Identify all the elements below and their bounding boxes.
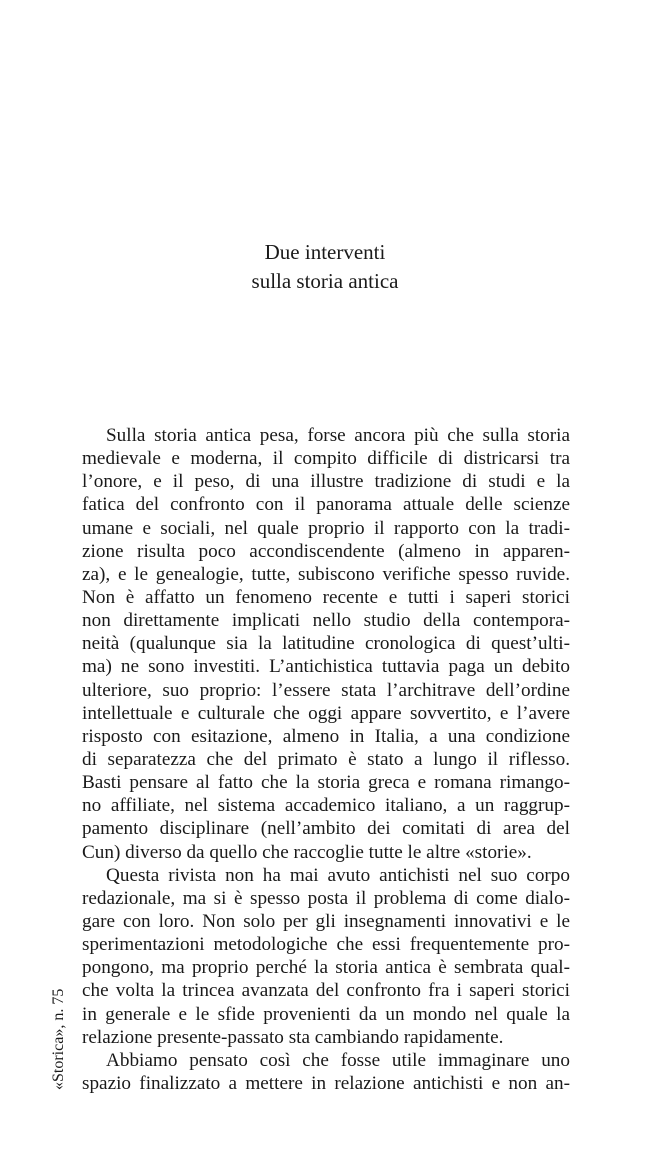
text-line: za), e le genealogie, tutte, subiscono verifiche spesso ruvide. [82, 563, 570, 585]
article-title [0, 238, 650, 296]
text-line: l’onore, e il peso, di una illustre tradizione di studi e la [82, 471, 570, 493]
text-line: intellettuale e culturale che oggi appare sovvertito, e l’avere [82, 702, 570, 724]
text-line: pamento disciplinare (nell’ambito dei comitati di area del [82, 818, 570, 840]
text-line: non direttamente implicati nello studio della contempora- [82, 610, 570, 632]
text-line: ma) ne sono investiti. L’antichistica tuttavia paga un debito [82, 656, 570, 678]
text-line: pongono, ma proprio perché la storia antica è sembrata qual- [82, 957, 570, 979]
text-line: Abbiamo pensato così che fosse utile immaginare uno [106, 1049, 570, 1071]
text-line: spazio finalizzato a mettere in relazione antichisti e non an- [82, 1072, 570, 1094]
title-line-2: sulla storia antica [251, 269, 399, 293]
text-line: no affiliate, nel sistema accademico italiano, a un raggrup- [82, 795, 570, 817]
text-line: di separatezza che del primato è stato a lungo il riflesso. [82, 748, 570, 770]
text-line: zione risulta poco accondiscendente (almeno in apparen- [82, 540, 570, 562]
article-body [82, 424, 570, 1095]
text-line: risposto con esitazione, almeno in Italia, a una condizione [82, 725, 570, 747]
text-line: sperimentazioni metodologiche che essi frequentemente pro- [82, 934, 570, 956]
text-line: Questa rivista non ha mai avuto antichisti nel suo corpo [106, 864, 570, 886]
text-line: relazione presente-passato sta cambiando rapidamente. [82, 1026, 504, 1048]
text-line: in generale e le sfide provenienti da un mondo nel quale la [82, 1003, 570, 1025]
title-line-1: Due interventi [264, 240, 386, 264]
text-line: Cun) diverso da quello che raccoglie tutte le altre «storie». [82, 841, 532, 863]
text-line: gare con loro. Non solo per gli insegnamenti innovativi e le [82, 910, 570, 932]
text-line: ulteriore, suo proprio: l’essere stata l’architrave dell’ordine [82, 679, 570, 701]
text-line: che volta la trincea avanzata del confronto fra i saperi storici [82, 980, 570, 1002]
journal-issue-label: «Storica», n. 75 [50, 988, 67, 1090]
text-line: umane e sociali, nel quale proprio il rapporto con la tradi- [82, 517, 570, 539]
text-line: redazionale, ma si è spesso posta il problema di come dialo- [82, 887, 570, 909]
text-line: medievale e moderna, il compito difficile di districarsi tra [82, 448, 570, 470]
text-line: fatica del confronto con il panorama attuale delle scienze [82, 494, 570, 516]
text-line: Sulla storia antica pesa, forse ancora più che sulla storia [106, 425, 570, 446]
text-line: Basti pensare al fatto che la storia greca e romana rimango- [82, 772, 570, 794]
text-line: Non è affatto un fenomeno recente e tutti i saperi storici [82, 586, 570, 608]
text-line: neità (qualunque sia la latitudine cronologica di quest’ulti- [82, 633, 570, 655]
